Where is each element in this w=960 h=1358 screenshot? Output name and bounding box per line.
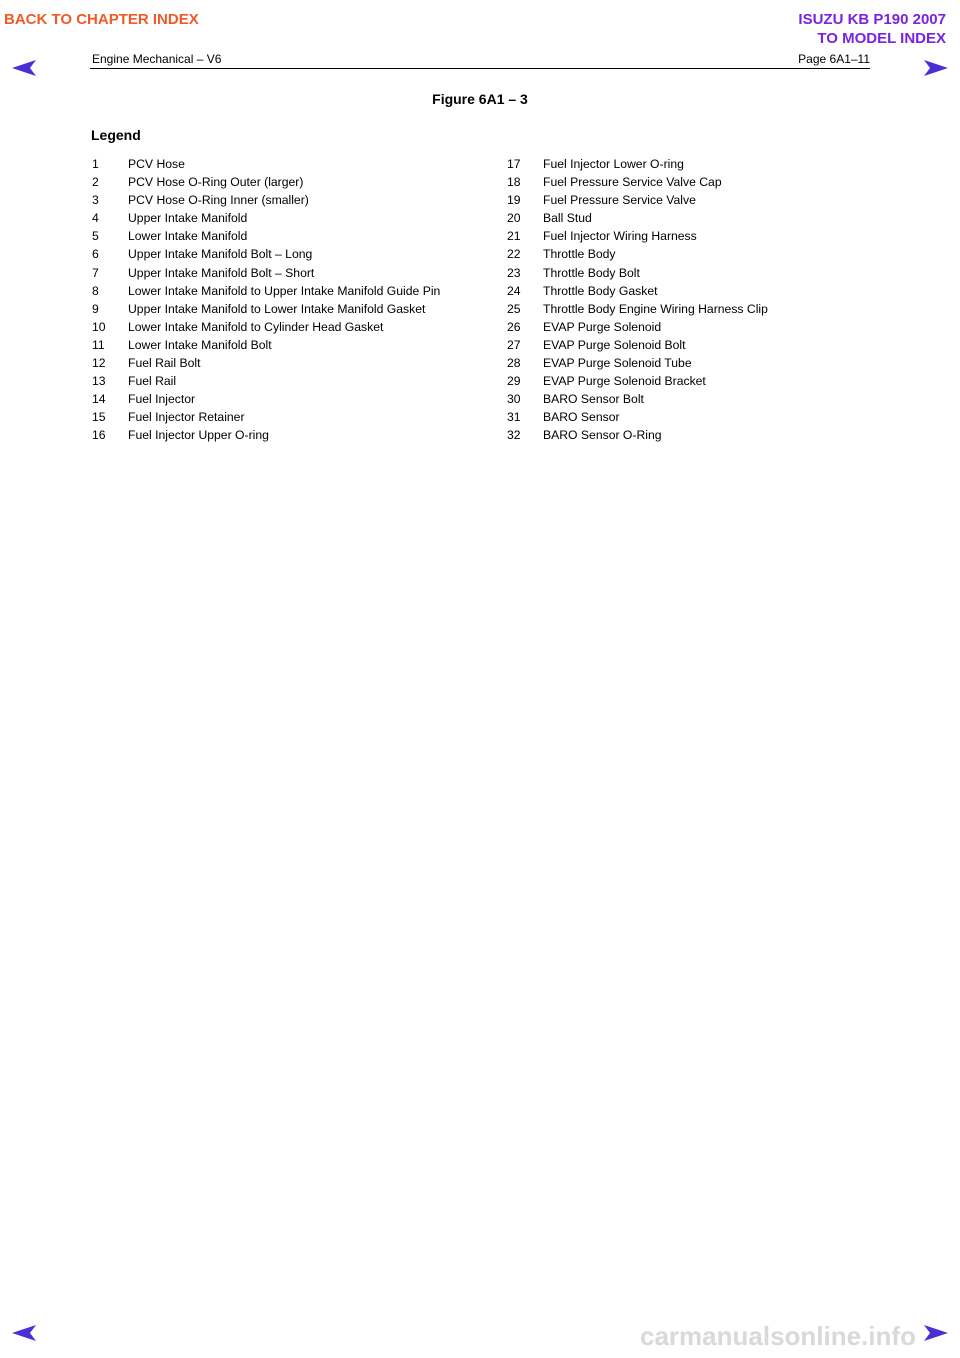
legend-heading: Legend: [91, 127, 141, 143]
svg-text:carmanualsonline.info: carmanualsonline.info: [640, 1321, 916, 1351]
legend-item-number: 19: [507, 193, 521, 208]
legend-item: [507, 336, 768, 354]
legend-item-number: 7: [92, 265, 99, 280]
legend-item: [507, 408, 768, 426]
legend-item: [92, 426, 440, 444]
legend-item: [92, 173, 440, 191]
section-title: Engine Mechanical – V6: [92, 52, 222, 66]
back-to-chapter-index-link[interactable]: BACK TO CHAPTER INDEX: [4, 11, 199, 28]
legend-item-label: PCV Hose: [128, 157, 185, 171]
legend-item-label: Upper Intake Manifold Bolt – Long: [128, 247, 313, 262]
legend-item: [507, 155, 768, 173]
legend-item-number: 4: [92, 211, 99, 226]
previous-page-arrow-icon[interactable]: [10, 1323, 38, 1343]
legend-item: [92, 155, 440, 173]
legend-item-number: 10: [92, 319, 106, 334]
legend-item: [92, 282, 440, 300]
legend-item: [92, 408, 440, 426]
legend-item: [507, 264, 768, 282]
legend-item-label: Upper Intake Manifold: [128, 211, 248, 226]
legend-item: [92, 390, 440, 408]
legend-item: [92, 300, 440, 318]
legend-item-number: 18: [507, 175, 521, 190]
legend-item: [507, 282, 768, 300]
legend-item-label: Fuel Rail Bolt: [128, 356, 201, 371]
legend-item-number: 9: [92, 301, 99, 316]
legend-item-number: 32: [507, 428, 521, 443]
legend-item-label: Upper Intake Manifold to Lower Intake Manifold Gasket: [128, 301, 426, 316]
page-number: Page 6A1–11: [798, 52, 870, 66]
legend-item: [507, 300, 768, 318]
legend-item: [92, 191, 440, 209]
legend-item-label: BARO Sensor: [543, 410, 620, 425]
previous-page-arrow-icon[interactable]: [10, 58, 38, 78]
legend-item-number: 31: [507, 410, 521, 425]
legend-item-label: EVAP Purge Solenoid: [543, 319, 662, 334]
legend-item: [92, 336, 440, 354]
legend-item-number: 29: [507, 374, 521, 389]
legend-item-label: Fuel Injector Wiring Harness: [543, 229, 697, 244]
legend-column-right: [507, 155, 768, 445]
to-model-index-link[interactable]: TO MODEL INDEX: [817, 30, 946, 47]
legend-item-number: 15: [92, 410, 106, 425]
legend-item-number: 8: [92, 283, 99, 298]
legend-item-number: 20: [507, 211, 521, 226]
legend-item-number: 3: [92, 193, 99, 208]
legend-item-label: Ball Stud: [543, 211, 592, 226]
legend-column-left: [92, 155, 440, 445]
legend-item: [92, 372, 440, 390]
legend-item-label: EVAP Purge Solenoid Bolt: [543, 337, 686, 352]
legend-item-number: 23: [507, 265, 521, 280]
legend-item-label: Fuel Pressure Service Valve Cap: [543, 175, 722, 190]
legend-item: [507, 245, 768, 263]
legend-item-label: Lower Intake Manifold to Cylinder Head Gasket: [128, 319, 384, 334]
legend-item-number: 6: [92, 247, 99, 262]
next-page-arrow-icon[interactable]: [922, 58, 950, 78]
legend-item-number: 2: [92, 175, 99, 190]
legend-item-label: Lower Intake Manifold: [128, 229, 248, 244]
legend-item: [92, 318, 440, 336]
legend-item-label: Fuel Injector: [128, 392, 196, 407]
legend-item-number: 27: [507, 337, 521, 352]
legend-item: [507, 227, 768, 245]
legend-item-number: 25: [507, 301, 521, 316]
legend-item: [507, 173, 768, 191]
legend-item-number: 14: [92, 392, 106, 407]
legend-item-number: 16: [92, 428, 106, 443]
legend-item-number: 13: [92, 374, 106, 389]
legend-item-label: BARO Sensor O-Ring: [543, 428, 662, 443]
legend-item: [92, 245, 440, 263]
legend-item-label: PCV Hose O-Ring Inner (smaller): [128, 193, 309, 208]
legend-item: [507, 354, 768, 372]
watermark-logo: [640, 1318, 940, 1354]
legend-item-label: EVAP Purge Solenoid Tube: [543, 356, 692, 371]
legend-item-number: 11: [92, 337, 105, 352]
legend-item-label: Fuel Injector Lower O-ring: [543, 157, 684, 171]
model-title-link[interactable]: ISUZU KB P190 2007: [798, 11, 946, 28]
legend-item-label: Throttle Body Gasket: [543, 283, 658, 298]
legend-item-label: Lower Intake Manifold to Upper Intake Manifold Guide Pin: [128, 283, 441, 298]
legend-item: [92, 264, 440, 282]
legend-item-number: 22: [507, 247, 521, 262]
legend-item-number: 5: [92, 229, 99, 244]
legend-item: [507, 191, 768, 209]
legend-item-number: 30: [507, 392, 521, 407]
header-divider: [90, 68, 870, 69]
legend-item-label: Fuel Rail: [128, 374, 177, 389]
legend-item-number: 17: [507, 157, 521, 171]
legend-item-label: Upper Intake Manifold Bolt – Short: [128, 265, 315, 280]
legend-item: [507, 318, 768, 336]
legend-item-number: 28: [507, 356, 521, 371]
legend-item-number: 24: [507, 283, 521, 298]
legend-item-label: Throttle Body: [543, 247, 616, 262]
legend-item-label: Lower Intake Manifold Bolt: [128, 337, 272, 352]
legend-item-label: Throttle Body Engine Wiring Harness Clip: [543, 301, 768, 316]
legend-item-number: 21: [507, 229, 521, 244]
legend-item-number: 1: [92, 157, 99, 171]
legend-item-label: Fuel Pressure Service Valve: [543, 193, 696, 208]
legend-item: [507, 372, 768, 390]
legend-item: [507, 390, 768, 408]
legend-item-label: Throttle Body Bolt: [543, 265, 640, 280]
legend-item-label: Fuel Injector Upper O-ring: [128, 428, 269, 443]
legend-item: [507, 426, 768, 444]
legend-item: [92, 354, 440, 372]
figure-title: Figure 6A1 – 3: [432, 91, 528, 107]
legend-item-number: 26: [507, 319, 521, 334]
legend-item: [92, 209, 440, 227]
legend-item-number: 12: [92, 356, 106, 371]
legend-item-label: Fuel Injector Retainer: [128, 410, 245, 425]
legend-item: [92, 227, 440, 245]
legend-item-label: BARO Sensor Bolt: [543, 392, 644, 407]
legend-item-label: PCV Hose O-Ring Outer (larger): [128, 175, 304, 190]
legend-item-label: EVAP Purge Solenoid Bracket: [543, 374, 706, 389]
legend-item: [507, 209, 768, 227]
